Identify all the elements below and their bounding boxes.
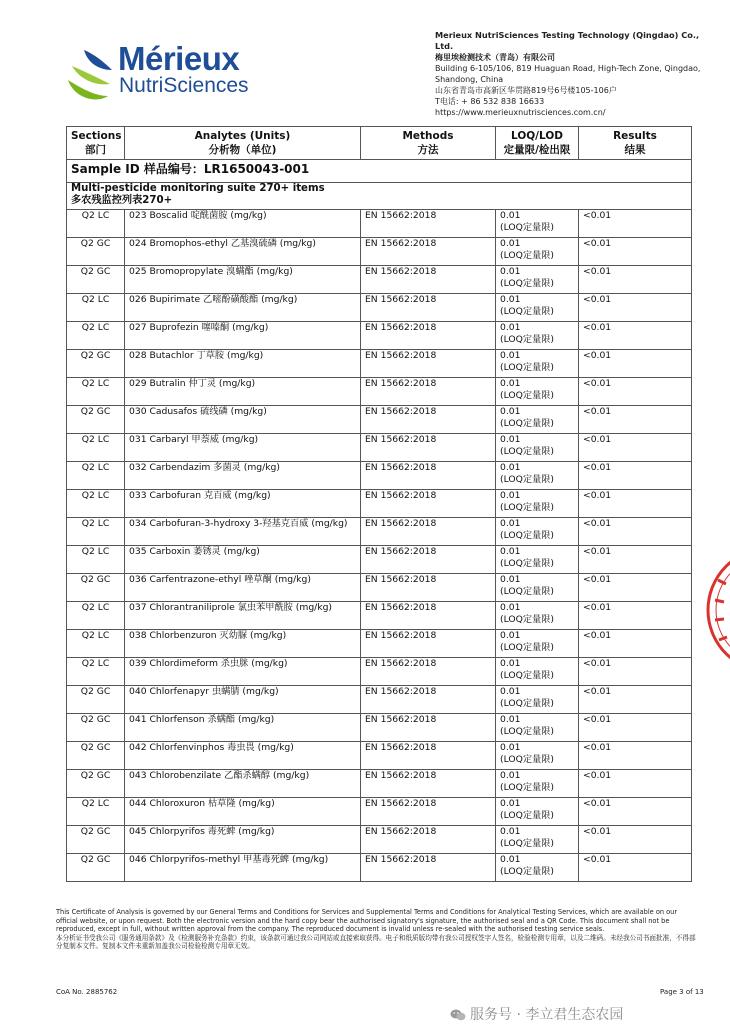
result-cell: <0.01	[579, 518, 692, 546]
analyte-cell: 029 Butralin 仲丁灵 (mg/kg)	[125, 378, 361, 406]
loq-cell	[496, 322, 579, 350]
loq-cell	[496, 238, 579, 266]
analyte-cell: 024 Bromophos-ethyl 乙基溴硫磷 (mg/kg)	[125, 238, 361, 266]
watermark-text: 服务号 · 李立君生态农园	[470, 1007, 624, 1023]
table-row	[67, 378, 692, 406]
loq-note: (LOQ定量限)	[500, 306, 554, 317]
section-cell: Q2 LC	[67, 546, 125, 574]
table-header-row	[67, 127, 692, 160]
method-cell: EN 15662:2018	[361, 854, 496, 882]
analyte-cell: 027 Buprofezin 噻嗪酮 (mg/kg)	[125, 322, 361, 350]
loq-value: 0.01	[500, 378, 521, 389]
section-cell: Q2 LC	[67, 798, 125, 826]
analyte-cell: 040 Chlorfenapyr 虫螨腈 (mg/kg)	[125, 686, 361, 714]
company-address-cn: 山东省青岛市高新区华贯路819号6号楼105-106户	[435, 86, 617, 95]
method-cell: EN 15662:2018	[361, 266, 496, 294]
loq-cell	[496, 770, 579, 798]
method-cell: EN 15662:2018	[361, 434, 496, 462]
loq-cell	[496, 854, 579, 882]
section-cell: Q2 GC	[67, 826, 125, 854]
loq-value: 0.01	[500, 266, 521, 277]
table-row	[67, 574, 692, 602]
loq-note: (LOQ定量限)	[500, 698, 554, 709]
loq-cell	[496, 546, 579, 574]
result-cell: <0.01	[579, 350, 692, 378]
loq-note: (LOQ定量限)	[500, 586, 554, 597]
analyte-cell: 034 Carbofuran-3-hydroxy 3-羟基克百威 (mg/kg)	[125, 518, 361, 546]
method-cell: EN 15662:2018	[361, 546, 496, 574]
section-cell: Q2 GC	[67, 350, 125, 378]
section-cell: Q2 LC	[67, 518, 125, 546]
loq-note: (LOQ定量限)	[500, 642, 554, 653]
analyte-cell: 041 Chlorfenson 杀螨酯 (mg/kg)	[125, 714, 361, 742]
loq-cell	[496, 350, 579, 378]
results-table	[66, 126, 692, 882]
section-cell: Q2 GC	[67, 686, 125, 714]
loq-value: 0.01	[500, 770, 521, 781]
analyte-cell: 044 Chloroxuron 枯草隆 (mg/kg)	[125, 798, 361, 826]
method-cell: EN 15662:2018	[361, 406, 496, 434]
header-loq: LOQ/LOD 定量限/检出限	[496, 127, 579, 160]
loq-value: 0.01	[500, 462, 521, 473]
header-sections: Sections 部门	[67, 127, 125, 160]
method-cell: EN 15662:2018	[361, 770, 496, 798]
loq-cell	[496, 742, 579, 770]
analyte-cell: 045 Chlorpyrifos 毒死蜱 (mg/kg)	[125, 826, 361, 854]
loq-cell	[496, 490, 579, 518]
result-cell: <0.01	[579, 238, 692, 266]
loq-value: 0.01	[500, 798, 521, 809]
analyte-cell: 028 Butachlor 丁草胺 (mg/kg)	[125, 350, 361, 378]
result-cell: <0.01	[579, 826, 692, 854]
suite-row	[67, 183, 692, 210]
analyte-cell: 026 Bupirimate 乙嘧酚磺酸酯 (mg/kg)	[125, 294, 361, 322]
loq-note: (LOQ定量限)	[500, 530, 554, 541]
loq-value: 0.01	[500, 686, 521, 697]
section-cell: Q2 GC	[67, 574, 125, 602]
loq-note: (LOQ定量限)	[500, 558, 554, 569]
loq-note: (LOQ定量限)	[500, 838, 554, 849]
table-row	[67, 210, 692, 238]
result-cell: <0.01	[579, 798, 692, 826]
section-cell: Q2 GC	[67, 770, 125, 798]
loq-cell	[496, 434, 579, 462]
loq-cell	[496, 630, 579, 658]
loq-cell	[496, 266, 579, 294]
table-row	[67, 602, 692, 630]
analyte-cell: 042 Chlorfenvinphos 毒虫畏 (mg/kg)	[125, 742, 361, 770]
result-cell: <0.01	[579, 630, 692, 658]
method-cell: EN 15662:2018	[361, 350, 496, 378]
header-analytes: Analytes (Units) 分析物（单位)	[125, 127, 361, 160]
loq-cell	[496, 518, 579, 546]
section-cell: Q2 LC	[67, 602, 125, 630]
loq-note: (LOQ定量限)	[500, 866, 554, 877]
loq-value: 0.01	[500, 546, 521, 557]
analyte-cell: 036 Carfentrazone-ethyl 唑草酮 (mg/kg)	[125, 574, 361, 602]
analyte-cell: 023 Boscalid 啶酰菌胺 (mg/kg)	[125, 210, 361, 238]
result-cell: <0.01	[579, 406, 692, 434]
loq-note: (LOQ定量限)	[500, 726, 554, 737]
loq-note: (LOQ定量限)	[500, 614, 554, 625]
footer-terms	[56, 908, 696, 951]
loq-value: 0.01	[500, 238, 521, 249]
loq-note: (LOQ定量限)	[500, 222, 554, 233]
header-results: Results 结果	[579, 127, 692, 160]
loq-note: (LOQ定量限)	[500, 754, 554, 765]
section-cell: Q2 GC	[67, 854, 125, 882]
loq-cell	[496, 602, 579, 630]
method-cell: EN 15662:2018	[361, 658, 496, 686]
brand-subname: NutriSciences	[119, 74, 249, 97]
method-cell: EN 15662:2018	[361, 462, 496, 490]
table-row	[67, 294, 692, 322]
method-cell: EN 15662:2018	[361, 322, 496, 350]
table-row	[67, 798, 692, 826]
result-cell: <0.01	[579, 434, 692, 462]
result-cell: <0.01	[579, 854, 692, 882]
result-cell: <0.01	[579, 462, 692, 490]
loq-value: 0.01	[500, 434, 521, 445]
analyte-cell: 043 Chlorobenzilate 乙酯杀螨醇 (mg/kg)	[125, 770, 361, 798]
method-cell: EN 15662:2018	[361, 798, 496, 826]
table-row	[67, 490, 692, 518]
analyte-cell: 030 Cadusafos 硫线磷 (mg/kg)	[125, 406, 361, 434]
table-row	[67, 238, 692, 266]
loq-note: (LOQ定量限)	[500, 278, 554, 289]
result-cell: <0.01	[579, 266, 692, 294]
loq-value: 0.01	[500, 658, 521, 669]
method-cell: EN 15662:2018	[361, 490, 496, 518]
company-name-en: Merieux NutriSciences Testing Technology (Qingdao) Co., Ltd.	[435, 30, 700, 51]
loq-cell	[496, 462, 579, 490]
section-cell: Q2 GC	[67, 266, 125, 294]
analyte-cell: 033 Carbofuran 克百威 (mg/kg)	[125, 490, 361, 518]
table-row	[67, 826, 692, 854]
analyte-cell: 037 Chlorantraniliprole 氯虫苯甲酰胺 (mg/kg)	[125, 602, 361, 630]
loq-cell	[496, 714, 579, 742]
page-number: Page 3 of 13	[660, 988, 704, 996]
table-row	[67, 854, 692, 882]
section-cell: Q2 GC	[67, 406, 125, 434]
loq-note: (LOQ定量限)	[500, 334, 554, 345]
analyte-cell: 031 Carbaryl 甲萘威 (mg/kg)	[125, 434, 361, 462]
method-cell: EN 15662:2018	[361, 714, 496, 742]
section-cell: Q2 LC	[67, 210, 125, 238]
loq-value: 0.01	[500, 406, 521, 417]
result-cell: <0.01	[579, 574, 692, 602]
loq-note: (LOQ定量限)	[500, 502, 554, 513]
loq-cell	[496, 210, 579, 238]
analyte-cell: 035 Carboxin 萎锈灵 (mg/kg)	[125, 546, 361, 574]
leaf-logo-icon	[66, 46, 114, 106]
coa-number: CoA No. 2885762	[56, 988, 118, 996]
loq-value: 0.01	[500, 322, 521, 333]
method-cell: EN 15662:2018	[361, 742, 496, 770]
loq-cell	[496, 798, 579, 826]
section-cell: Q2 LC	[67, 434, 125, 462]
sample-id: Sample ID 样品编号：LR1650043-001	[67, 160, 692, 183]
loq-value: 0.01	[500, 742, 521, 753]
loq-value: 0.01	[500, 854, 521, 865]
section-cell: Q2 GC	[67, 238, 125, 266]
result-cell: <0.01	[579, 378, 692, 406]
result-cell: <0.01	[579, 742, 692, 770]
result-cell: <0.01	[579, 714, 692, 742]
brand-name: Mérieux	[118, 40, 240, 77]
company-info	[435, 30, 720, 118]
watermark	[450, 1004, 623, 1024]
result-cell: <0.01	[579, 686, 692, 714]
method-cell: EN 15662:2018	[361, 238, 496, 266]
loq-value: 0.01	[500, 574, 521, 585]
loq-value: 0.01	[500, 490, 521, 501]
table-row	[67, 630, 692, 658]
table-row	[67, 350, 692, 378]
loq-cell	[496, 378, 579, 406]
loq-note: (LOQ定量限)	[500, 782, 554, 793]
table-row	[67, 742, 692, 770]
loq-value: 0.01	[500, 518, 521, 529]
company-name-cn: 梅里埃检测技术（青岛）有限公司	[435, 53, 555, 62]
loq-note: (LOQ定量限)	[500, 362, 554, 373]
loq-cell	[496, 658, 579, 686]
analyte-cell: 046 Chlorpyrifos-methyl 甲基毒死蜱 (mg/kg)	[125, 854, 361, 882]
loq-cell	[496, 826, 579, 854]
loq-value: 0.01	[500, 294, 521, 305]
result-cell: <0.01	[579, 294, 692, 322]
loq-value: 0.01	[500, 826, 521, 837]
footer-terms-en: This Certificate of Analysis is governed by our General Terms and Conditions for Services and Supplemental Terms and Conditions for Analytical Testing Services, which are available on our official website, or upon request. Both the electronic version and the hard copy bear the authorised signatory's signature, the authorised seal and a QR Code. This document shall not be reproduced, except in full, without written approval from the company. The reproduced document is invalid unless re-sealed with the authorised testing service seals.	[56, 908, 678, 934]
method-cell: EN 15662:2018	[361, 378, 496, 406]
table-row	[67, 434, 692, 462]
section-cell: Q2 LC	[67, 490, 125, 518]
method-cell: EN 15662:2018	[361, 574, 496, 602]
company-logo	[66, 40, 256, 110]
suite-title: Multi-pesticide monitoring suite 270+ items 多农残监控列表270+	[67, 183, 692, 210]
method-cell: EN 15662:2018	[361, 518, 496, 546]
loq-value: 0.01	[500, 602, 521, 613]
analyte-cell: 039 Chlordimeform 杀虫脒 (mg/kg)	[125, 658, 361, 686]
company-tel: T电话: + 86 532 838 16633	[435, 97, 545, 106]
table-row	[67, 518, 692, 546]
section-cell: Q2 LC	[67, 630, 125, 658]
method-cell: EN 15662:2018	[361, 630, 496, 658]
result-cell: <0.01	[579, 602, 692, 630]
result-cell: <0.01	[579, 546, 692, 574]
seal-stamp-icon	[700, 540, 730, 680]
method-cell: EN 15662:2018	[361, 210, 496, 238]
method-cell: EN 15662:2018	[361, 294, 496, 322]
section-cell: Q2 LC	[67, 294, 125, 322]
table-row	[67, 406, 692, 434]
company-address-en-2: Shandong, China	[435, 75, 504, 84]
analyte-cell: 032 Carbendazim 多菌灵 (mg/kg)	[125, 462, 361, 490]
table-row	[67, 658, 692, 686]
company-website[interactable]: https://www.merieuxnutrisciences.com.cn/	[435, 108, 606, 117]
loq-note: (LOQ定量限)	[500, 390, 554, 401]
sample-id-row	[67, 160, 692, 183]
section-cell: Q2 LC	[67, 658, 125, 686]
loq-cell	[496, 574, 579, 602]
loq-note: (LOQ定量限)	[500, 670, 554, 681]
table-row	[67, 462, 692, 490]
section-cell: Q2 LC	[67, 462, 125, 490]
loq-value: 0.01	[500, 210, 521, 221]
table-row	[67, 686, 692, 714]
result-cell: <0.01	[579, 490, 692, 518]
loq-note: (LOQ定量限)	[500, 446, 554, 457]
loq-cell	[496, 686, 579, 714]
analyte-cell: 038 Chlorbenzuron 灭幼脲 (mg/kg)	[125, 630, 361, 658]
loq-value: 0.01	[500, 714, 521, 725]
footer-terms-cn: 本分析证书受我公司《服务通用条款》及《检测服务补充条款》约束，该条款可通过我公司网站或直接索取获得。电子和纸质版均带有我公司授权签字人签名，检验检测专用章，以及二维码。未经我公司书面批准，不得部分复制本文件。复制本文件未重新加盖我公司检验检测专用章无效。	[56, 933, 696, 951]
table-row	[67, 770, 692, 798]
result-cell: <0.01	[579, 770, 692, 798]
header-methods: Methods 方法	[361, 127, 496, 160]
section-cell: Q2 LC	[67, 378, 125, 406]
loq-value: 0.01	[500, 630, 521, 641]
company-address-en-1: Building 6-105/106, 819 Huaguan Road, High-Tech Zone, Qingdao,	[435, 64, 701, 73]
loq-cell	[496, 294, 579, 322]
loq-note: (LOQ定量限)	[500, 418, 554, 429]
result-cell: <0.01	[579, 322, 692, 350]
section-cell: Q2 LC	[67, 322, 125, 350]
loq-value: 0.01	[500, 350, 521, 361]
loq-note: (LOQ定量限)	[500, 250, 554, 261]
table-row	[67, 546, 692, 574]
method-cell: EN 15662:2018	[361, 826, 496, 854]
result-cell: <0.01	[579, 210, 692, 238]
result-cell: <0.01	[579, 658, 692, 686]
method-cell: EN 15662:2018	[361, 602, 496, 630]
wechat-icon	[450, 1008, 466, 1022]
loq-note: (LOQ定量限)	[500, 474, 554, 485]
analyte-cell: 025 Bromopropylate 溴螨酯 (mg/kg)	[125, 266, 361, 294]
section-cell: Q2 GC	[67, 714, 125, 742]
table-row	[67, 714, 692, 742]
loq-cell	[496, 406, 579, 434]
table-row	[67, 266, 692, 294]
method-cell: EN 15662:2018	[361, 686, 496, 714]
table-row	[67, 322, 692, 350]
loq-note: (LOQ定量限)	[500, 810, 554, 821]
section-cell: Q2 GC	[67, 742, 125, 770]
